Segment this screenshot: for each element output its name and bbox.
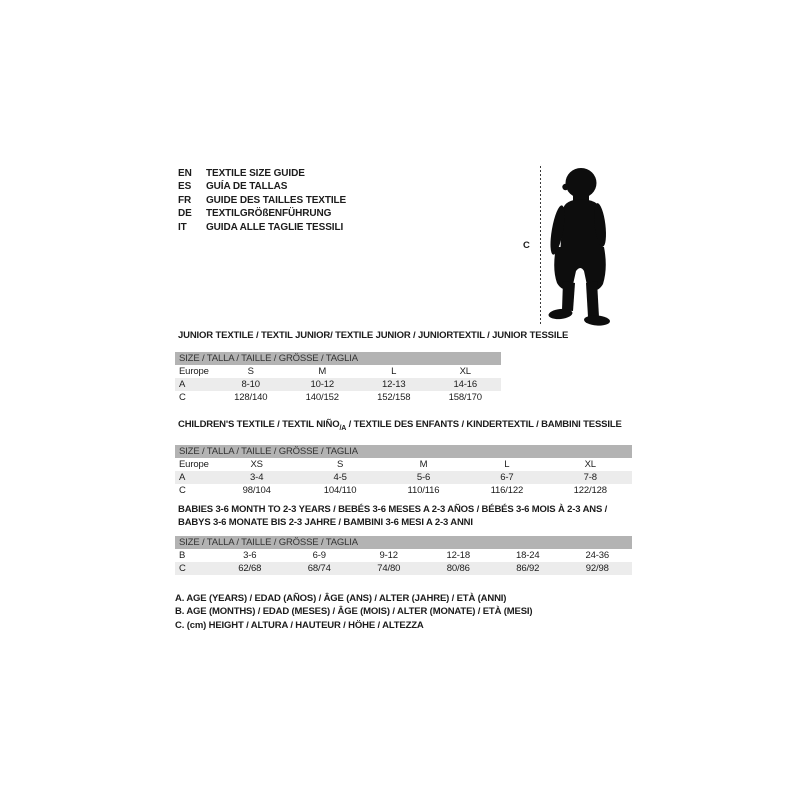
age-cell: 12-13	[381, 379, 406, 390]
size-cell: S	[247, 366, 254, 377]
table-row	[175, 562, 632, 575]
height-cell: 68/74	[307, 562, 331, 574]
age-cell: 18-24	[515, 549, 540, 561]
lang-row-es	[178, 180, 346, 193]
age-cell: 3-6	[243, 549, 257, 561]
note-age-years: A. AGE (YEARS) / EDAD (AÑOS) / ÂGE (ANS) / ALTER (JAHRE) / ETÀ (ANNI)	[175, 592, 507, 604]
row-label: A	[179, 471, 186, 483]
lang-code: FR	[178, 194, 192, 206]
size-cell: XS	[250, 458, 263, 470]
lang-row-de	[178, 207, 346, 220]
height-cell: 158/170	[448, 392, 482, 403]
lang-code: DE	[178, 208, 192, 220]
table-row	[175, 365, 501, 378]
age-cell: 12-18	[446, 549, 471, 561]
lang-label: GUIDA ALLE TAGLIE TESSILI	[206, 221, 344, 233]
age-cell: 24-36	[585, 549, 610, 561]
lang-label: GUIDE DES TAILLES TEXTILE	[206, 194, 347, 206]
age-cell: 5-6	[416, 471, 431, 483]
age-cell: 6-9	[312, 549, 326, 561]
note-height-cm: C. (cm) HEIGHT / ALTURA / HAUTEUR / HÖHE / ALTEZZA	[175, 619, 424, 631]
size-cell: M	[419, 458, 428, 470]
children-size-header-bar: SIZE / TALLA / TAILLE / GRÖSSE / TAGLIA	[175, 445, 632, 458]
legend-notes	[175, 592, 632, 632]
row-label: A	[179, 379, 186, 390]
junior-size-table	[175, 365, 501, 404]
height-measure-dashed-line	[540, 166, 541, 325]
row-label: B	[179, 549, 186, 561]
title-part: / TEXTILE DES ENFANTS / KINDERTEXTIL / BAMBINI TESSILE	[346, 419, 622, 430]
height-cell: 122/128	[573, 484, 607, 496]
language-header	[178, 167, 346, 234]
junior-table	[175, 352, 501, 404]
height-measure-label: C	[523, 240, 530, 251]
lang-row-en	[178, 167, 346, 180]
lang-code: ES	[178, 181, 192, 193]
size-tables-section	[175, 329, 632, 632]
height-cell: 74/80	[377, 562, 401, 574]
children-size-table	[175, 458, 632, 497]
age-cell: 4-5	[333, 471, 347, 483]
row-label: C	[179, 484, 186, 496]
row-label: C	[179, 562, 186, 574]
babies-size-header-bar: SIZE / TALLA / TAILLE / GRÖSSE / TAGLIA	[175, 536, 632, 549]
lang-row-it	[178, 221, 346, 234]
table-row	[175, 549, 632, 562]
age-cell: 9-12	[379, 549, 398, 561]
junior-size-header-bar: SIZE / TALLA / TAILLE / GRÖSSE / TAGLIA	[175, 352, 501, 365]
note-age-months: B. AGE (MONTHS) / EDAD (MESES) / ÂGE (MOIS) / ALTER (MONATE) / ETÀ (MESI)	[175, 606, 533, 618]
age-cell: 8-10	[241, 379, 260, 390]
height-cell: 98/104	[242, 484, 271, 496]
toddler-silhouette-icon	[547, 167, 613, 326]
lang-label: GUÍA DE TALLAS	[206, 181, 288, 193]
height-cell: 128/140	[234, 392, 268, 403]
size-cell: S	[336, 458, 344, 470]
height-cell: 140/152	[305, 392, 339, 403]
height-cell: 152/158	[377, 392, 411, 403]
row-label: C	[179, 392, 186, 403]
lang-label: TEXTILGRÖßENFÜHRUNG	[206, 208, 332, 220]
size-cell: XL	[584, 458, 596, 470]
junior-table-title: JUNIOR TEXTILE / TEXTIL JUNIOR/ TEXTILE JUNIOR / JUNIORTEXTIL / JUNIOR TESSILE	[178, 330, 569, 341]
height-cell: 62/68	[238, 562, 262, 574]
table-row	[175, 378, 501, 391]
age-cell: 3-4	[250, 471, 264, 483]
table-row	[175, 484, 632, 497]
height-cell: 104/110	[323, 484, 357, 496]
babies-table-title-line2: BABYS 3-6 MONATE BIS 2-3 JAHRE / BAMBINI 3-6 MESI A 2-3 ANNI	[178, 516, 473, 528]
age-cell: 6-7	[500, 471, 514, 483]
row-label: Europe	[179, 366, 209, 377]
height-cell: 116/122	[490, 484, 524, 496]
row-label: Europe	[179, 458, 209, 470]
children-table-title	[175, 418, 632, 435]
lang-label: TEXTILE SIZE GUIDE	[206, 168, 305, 179]
size-cell: L	[504, 458, 510, 470]
size-cell: M	[318, 366, 327, 377]
children-table	[175, 445, 632, 497]
title-part: CHILDREN'S TEXTILE / TEXTIL NIÑO	[178, 419, 340, 430]
title-subscript: /A	[339, 424, 347, 432]
babies-size-table	[175, 549, 632, 575]
age-cell: 10-12	[310, 379, 335, 390]
age-cell: 14-16	[453, 379, 478, 390]
size-cell: XL	[459, 366, 471, 377]
table-row	[175, 391, 501, 404]
height-cell: 92/98	[585, 562, 609, 574]
babies-table-title-line1: BABIES 3-6 MONTH TO 2-3 YEARS / BEBÉS 3-6 MESES A 2-3 AÑOS / BÉBÉS 3-6 MOIS À 2-3 ANS /	[178, 503, 608, 515]
lang-row-fr	[178, 194, 346, 207]
age-cell: 7-8	[583, 471, 597, 483]
babies-table	[175, 536, 632, 575]
lang-code: EN	[178, 168, 192, 179]
height-cell: 86/92	[516, 562, 540, 574]
table-row	[175, 458, 632, 471]
height-cell: 80/86	[446, 562, 470, 574]
lang-code: IT	[178, 221, 187, 233]
height-cell: 110/116	[407, 484, 440, 496]
table-row	[175, 471, 632, 484]
size-cell: L	[391, 366, 397, 377]
